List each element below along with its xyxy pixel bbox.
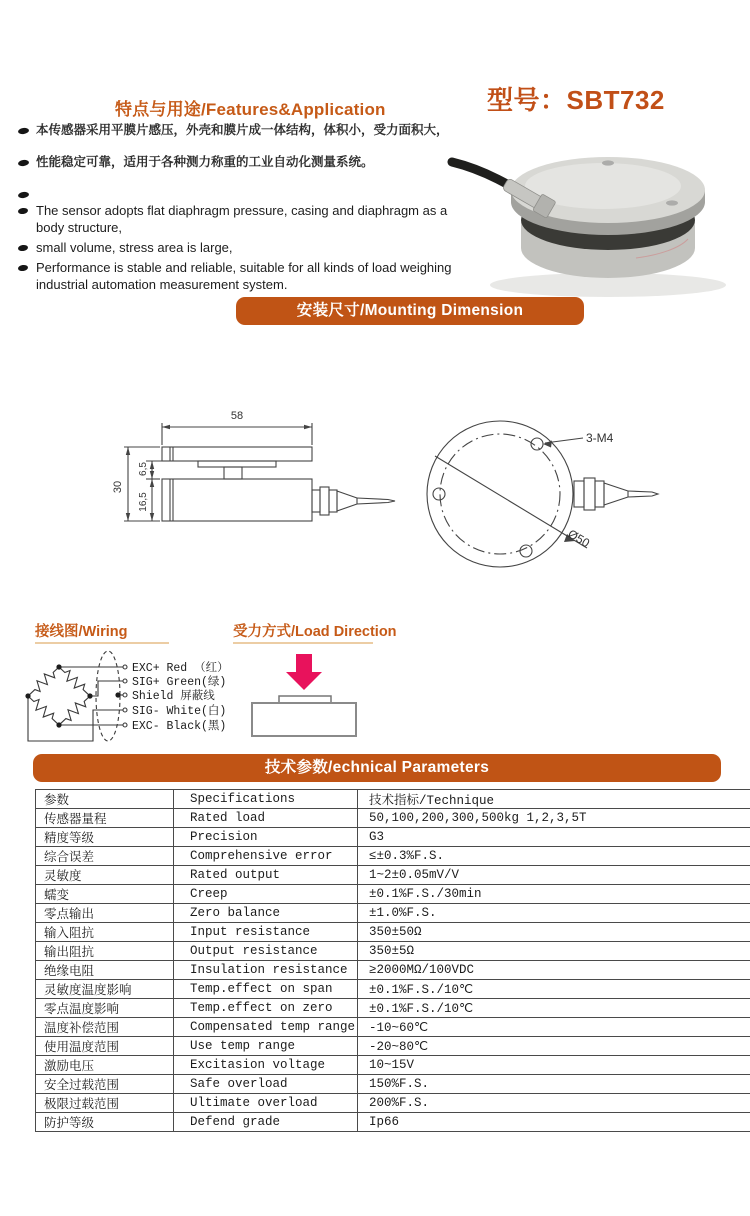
load-direction-underline bbox=[233, 642, 373, 644]
wire-label-exc-minus: EXC- Black(黑) bbox=[132, 720, 227, 733]
feature-bullet-en: Performance is stable and reliable, suitable for all kinds of load weighing industrial automation measurement system. bbox=[16, 259, 456, 293]
param-name-cell: 极限过载范围 bbox=[36, 1094, 174, 1113]
param-name-cell: 输入阻抗 bbox=[36, 923, 174, 942]
wire-label-shield: Shield 屏蔽线 bbox=[132, 690, 215, 703]
param-value-cell: Ip66 bbox=[358, 1113, 750, 1132]
param-name-cell: 零点温度影响 bbox=[36, 999, 174, 1018]
param-value-cell: ±0.1%F.S./10℃ bbox=[358, 999, 750, 1018]
leader-arrow bbox=[543, 441, 552, 448]
table-row bbox=[36, 999, 750, 1018]
table-row bbox=[36, 885, 750, 904]
param-spec-cell: Excitasion voltage bbox=[174, 1056, 358, 1075]
param-name-cell: 输出阻抗 bbox=[36, 942, 174, 961]
param-spec-cell: Temp.effect on zero bbox=[174, 999, 358, 1018]
screw-hole bbox=[666, 200, 678, 205]
technical-parameters-banner: 技术参数/echnical Parameters bbox=[33, 754, 721, 782]
param-value-cell: 350±5Ω bbox=[358, 942, 750, 961]
param-name-cell: 传感器量程 bbox=[36, 809, 174, 828]
load-arrow-icon bbox=[286, 654, 322, 690]
param-value-cell: ±0.1%F.S./10℃ bbox=[358, 980, 750, 999]
table-row bbox=[36, 1094, 750, 1113]
table-row bbox=[36, 847, 750, 866]
param-name-cell: 使用温度范围 bbox=[36, 1037, 174, 1056]
param-value-cell: 350±50Ω bbox=[358, 923, 750, 942]
param-value-cell: -20~80℃ bbox=[358, 1037, 750, 1056]
param-spec-cell: Rated output bbox=[174, 866, 358, 885]
table-row bbox=[36, 1018, 750, 1037]
param-spec-cell: Ultimate overload bbox=[174, 1094, 358, 1113]
dim-total-height-label: 30 bbox=[112, 480, 124, 494]
dimension-arrows bbox=[126, 425, 312, 521]
param-name-cell: 综合误差 bbox=[36, 847, 174, 866]
param-spec-cell: Output resistance bbox=[174, 942, 358, 961]
parameters-table bbox=[35, 789, 750, 1132]
param-value-cell: ±1.0%F.S. bbox=[358, 904, 750, 923]
param-name-cell: 蠕变 bbox=[36, 885, 174, 904]
param-value-cell: 10~15V bbox=[358, 1056, 750, 1075]
table-row bbox=[36, 809, 750, 828]
param-name-cell: 绝缘电阻 bbox=[36, 961, 174, 980]
table-row bbox=[36, 1075, 750, 1094]
model-number-title: 型号：SBT732 bbox=[487, 85, 665, 115]
param-value-cell: -10~60℃ bbox=[358, 1018, 750, 1037]
param-value-cell: 50,100,200,300,500kg 1,2,3,5T bbox=[358, 809, 750, 828]
feature-bullet-cn bbox=[16, 186, 476, 203]
feature-bullet-cn: 性能稳定可靠，适用于各种测力称重的工业自动化测量系统。 bbox=[16, 154, 476, 171]
table-row bbox=[36, 1056, 750, 1075]
product-photo bbox=[440, 128, 730, 303]
param-value-cell: ≥2000MΩ/100VDC bbox=[358, 961, 750, 980]
param-name-cell: 防护等级 bbox=[36, 1113, 174, 1132]
table-row bbox=[36, 828, 750, 847]
table-row bbox=[36, 866, 750, 885]
table-row bbox=[36, 980, 750, 999]
mounting-dimension-banner: 安装尺寸/Mounting Dimension bbox=[236, 297, 584, 325]
param-spec-cell: Input resistance bbox=[174, 923, 358, 942]
features-section-title: 特点与用途/Features&Application bbox=[115, 100, 386, 119]
table-row bbox=[36, 942, 750, 961]
param-spec-cell: Zero balance bbox=[174, 904, 358, 923]
load-direction-title: 受力方式/Load Direction bbox=[233, 624, 397, 640]
header-cell: Specifications bbox=[174, 790, 358, 809]
feature-bullet-en: The sensor adopts flat diaphragm pressure, casing and diaphragm as a body structure, bbox=[16, 202, 456, 236]
param-spec-cell: Rated load bbox=[174, 809, 358, 828]
param-spec-cell: Temp.effect on span bbox=[174, 980, 358, 999]
table-row bbox=[36, 961, 750, 980]
dim-gap-height-label: 6,5 bbox=[138, 462, 149, 476]
feature-bullet-cn: 本传感器采用平膜片感压，外壳和膜片成一体结构，体积小，受力面积大， bbox=[16, 122, 476, 139]
table-row bbox=[36, 1113, 750, 1132]
table-row bbox=[36, 923, 750, 942]
param-spec-cell: Creep bbox=[174, 885, 358, 904]
wiring-underline bbox=[35, 642, 169, 644]
wire-label-sig-minus: SIG- White(白) bbox=[132, 705, 227, 718]
dim-width-label: 58 bbox=[230, 410, 244, 422]
param-name-cell: 精度等级 bbox=[36, 828, 174, 847]
features-bullets-en bbox=[16, 202, 456, 296]
param-spec-cell: Defend grade bbox=[174, 1113, 358, 1132]
param-value-cell: 1~2±0.05mV/V bbox=[358, 866, 750, 885]
feature-bullet-en: small volume, stress area is large, bbox=[16, 239, 456, 256]
dim-body-height-label: 16,5 bbox=[138, 492, 149, 512]
header-cell: 技术指标/Technique bbox=[358, 790, 750, 809]
bolt-holes-label: 3-M4 bbox=[586, 431, 614, 445]
screw-hole bbox=[602, 160, 614, 165]
param-spec-cell: Safe overload bbox=[174, 1075, 358, 1094]
param-value-cell: G3 bbox=[358, 828, 750, 847]
table-header-row bbox=[36, 790, 750, 809]
param-value-cell: 150%F.S. bbox=[358, 1075, 750, 1094]
header-cell: 参数 bbox=[36, 790, 174, 809]
param-value-cell: 200%F.S. bbox=[358, 1094, 750, 1113]
load-direction-diagram bbox=[238, 650, 370, 738]
param-name-cell: 零点输出 bbox=[36, 904, 174, 923]
diameter-label: Ø50 bbox=[565, 526, 593, 551]
param-spec-cell: Comprehensive error bbox=[174, 847, 358, 866]
param-spec-cell: Insulation resistance bbox=[174, 961, 358, 980]
param-name-cell: 激励电压 bbox=[36, 1056, 174, 1075]
param-name-cell: 安全过载范围 bbox=[36, 1075, 174, 1094]
wire-label-exc-plus: EXC+ Red （红） bbox=[132, 662, 229, 675]
top-view-drawing bbox=[415, 408, 665, 576]
param-name-cell: 灵敏度温度影响 bbox=[36, 980, 174, 999]
table-row bbox=[36, 1037, 750, 1056]
wiring-diagram bbox=[20, 648, 235, 748]
param-value-cell: ≤±0.3%F.S. bbox=[358, 847, 750, 866]
param-spec-cell: Precision bbox=[174, 828, 358, 847]
param-spec-cell: Compensated temp range bbox=[174, 1018, 358, 1037]
wiring-title: 接线图/Wiring bbox=[35, 624, 128, 640]
param-name-cell: 温度补偿范围 bbox=[36, 1018, 174, 1037]
param-name-cell: 灵敏度 bbox=[36, 866, 174, 885]
wire-label-sig-plus: SIG+ Green(绿) bbox=[132, 676, 227, 689]
load-cell-body bbox=[252, 703, 356, 736]
side-view-drawing bbox=[110, 403, 400, 568]
bridge-nodes bbox=[25, 664, 120, 727]
param-value-cell: ±0.1%F.S./30min bbox=[358, 885, 750, 904]
load-button bbox=[279, 696, 331, 703]
table-row bbox=[36, 904, 750, 923]
param-spec-cell: Use temp range bbox=[174, 1037, 358, 1056]
